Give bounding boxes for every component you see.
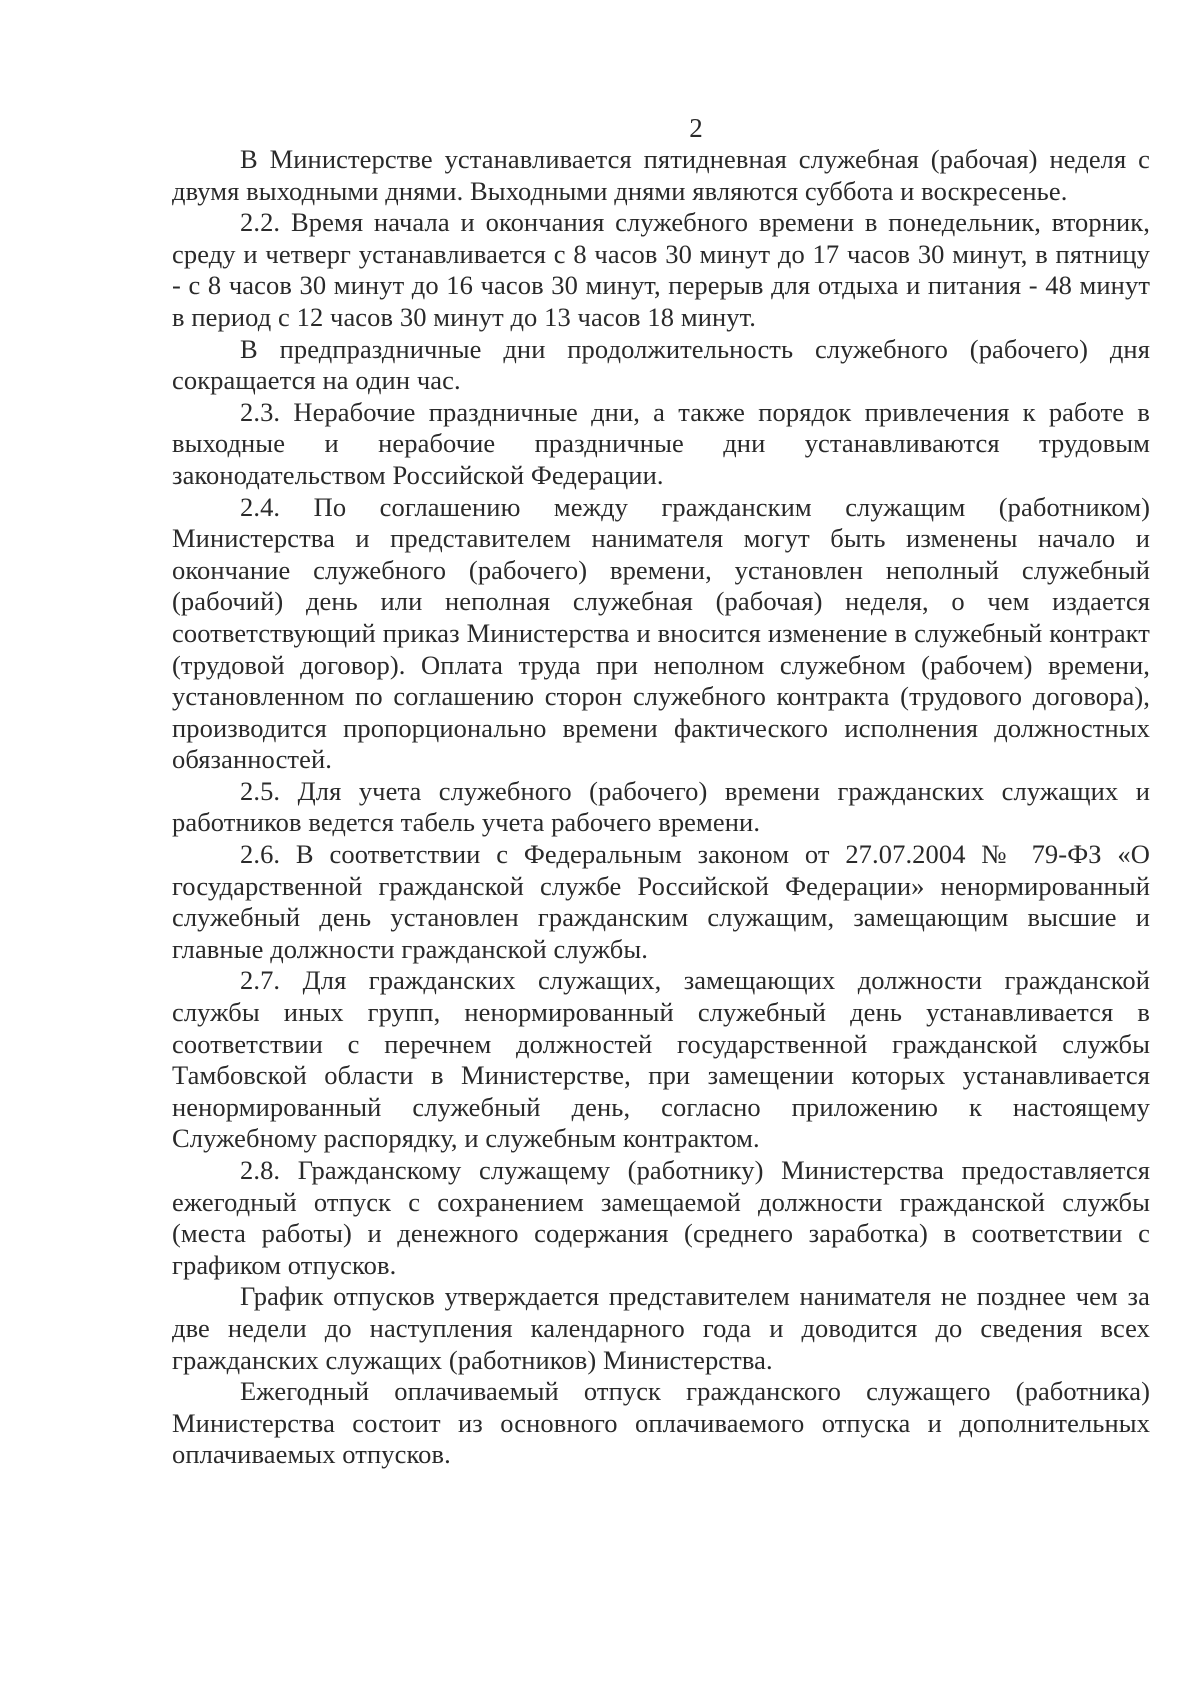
paragraph: График отпусков утверждается представителем нанимателя не позднее чем за две недели до наступления календарного года и доводится до сведения всех гражданских служащих (работников) Министерства. — [172, 1281, 1150, 1375]
page-number: 2 — [689, 113, 703, 143]
paragraph: В Министерстве устанавливается пятидневная служебная (рабочая) неделя с двумя выходными днями. Выходными днями являются суббота и воскресенье. — [172, 144, 1150, 206]
document-page — [172, 112, 1150, 1471]
paragraph: В предпраздничные дни продолжительность служебного (рабочего) дня сокращается на один час. — [172, 333, 1150, 396]
paragraph: 2.7. Для гражданских служащих, замещающих должности гражданской службы иных групп, ненормированный служебный день устанавливается в соответствии с перечнем должностей государственной гражданской службы Тамбовской области в Министерстве, при замещении которых устанавливается ненормированный служебный день, согласно приложению к настоящему Служебному распорядку, и служебным контрактом. — [172, 965, 1150, 1154]
paragraph: 2.5. Для учета служебного (рабочего) времени гражданских служащих и работников ведется табель учета рабочего времени. — [172, 775, 1150, 838]
paragraph: Ежегодный оплачиваемый отпуск гражданского служащего (работника) Министерства состоит из основного оплачиваемого отпуска и дополнительных оплачиваемых отпусков. — [172, 1376, 1150, 1470]
paragraph: 2.3. Нерабочие праздничные дни, а также порядок привлечения к работе в выходные и нерабочие праздничные дни устанавливаются трудовым законодательством Российской Федерации. — [172, 396, 1150, 490]
paragraph: 2.6. В соответствии с Федеральным законом от 27.07.2004 № 79-ФЗ «О государственной гражданской службе Российской Федерации» ненормированный служебный день установлен гражданским служащим, замещающим высшие и главные должности гражданской службы. — [172, 839, 1150, 964]
paragraph: 2.4. По соглашению между гражданским служащим (работником) Министерства и представителем нанимателя могут быть изменены начало и окончание служебного (рабочего) времени, установлен неполный служебный (рабочий) день или неполная служебная (рабочая) неделя, о чем издается соответствующий приказ Министерства и вносится изменение в служебный контракт (трудовой договор). Оплата труда при неполном служебном (рабочем) времени, установленном по соглашению сторон служебного контракта (трудового договора), производится пропорционально времени фактического исполнения должностных обязанностей. — [172, 491, 1150, 775]
paragraph: 2.8. Гражданскому служащему (работнику) Министерства предоставляется ежегодный отпуск с сохранением замещаемой должности гражданской службы (места работы) и денежного содержания (среднего заработка) в соответствии с графиком отпусков. — [172, 1155, 1150, 1280]
paragraph: 2.2. Время начала и окончания служебного времени в понедельник, вторник, среду и четверг устанавливается с 8 часов 30 минут до 17 часов 30 минут, в пятницу - с 8 часов 30 минут до 16 часов 30 минут, перерыв для отдыха и питания - 48 минут в период с 12 часов 30 минут до 13 часов 18 минут. — [172, 207, 1150, 332]
